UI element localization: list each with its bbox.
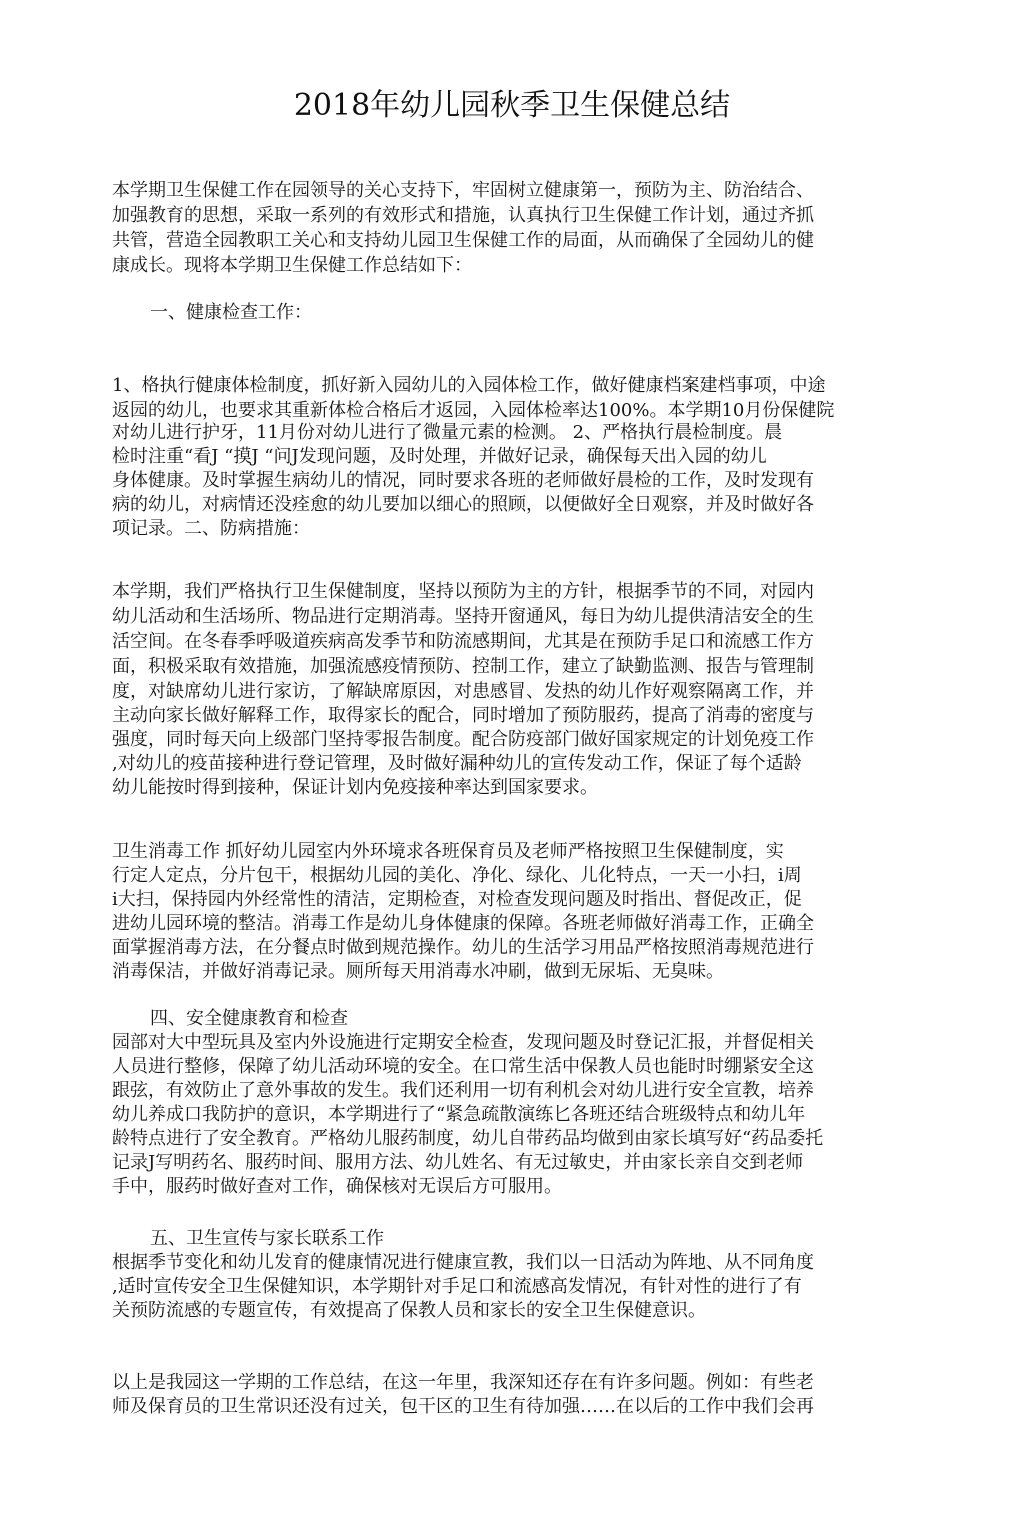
- heading-health-check: 一、健康检查工作：: [150, 302, 312, 323]
- section-3-line-6: 消毒保洁，并做好消毒记录。厕所每天用消毒水冲刷，做到无尿垢、无臭味。: [112, 961, 724, 982]
- conclusion-line-2: 师及保育员的卫生常识还没有过关，包干区的卫生有待加强……在以后的工作中我们会再: [112, 1396, 814, 1417]
- section-4-line-3: 跟弦，有效防止了意外事故的发生。我们还利用一切有利机会对幼儿进行安全宣教，培养: [112, 1080, 814, 1101]
- section-1-line-3: 对幼儿进行护牙，11月份对幼儿进行了微量元素的检测。 2、严格执行晨检制度。晨: [112, 422, 783, 443]
- section-1-line-5: 身体健康。及时掌握生病幼儿的情况，同时要求各班的老师做好晨检的工作，及时发现有: [112, 470, 814, 491]
- section-3-line-2: 行定人定点，分片包干，根据幼儿园的美化、净化、绿化、儿化特点，一天一小扫，i周: [112, 865, 802, 886]
- intro-line-3: 共管，营造全园教职工关心和支持幼儿园卫生保健工作的局面，从而确保了全园幼儿的健: [112, 230, 814, 251]
- section-4-line-1: 园部对大中型玩具及室内外设施进行定期安全检查，发现问题及时登记汇报，并督促相关: [112, 1032, 814, 1053]
- section-4-line-2: 人员进行整修，保障了幼儿活动环境的安全。在口常生活中保教人员也能时时绷紧安全这: [112, 1056, 814, 1077]
- section-2-line-3: 活空间。在冬春季呼吸道疾病高发季节和防流感期间，尤其是在预防手足口和流感工作方: [112, 631, 814, 652]
- section-3-line-4: 进幼儿园环境的整洁。消毒工作是幼儿身体健康的保障。各班老师做好消毒工作，正确全: [112, 913, 814, 934]
- section-2-line-2: 幼儿活动和生活场所、物品进行定期消毒。坚持开窗通风，每日为幼儿提供清洁安全的生: [112, 606, 814, 627]
- section-5-line-3: 关预防流感的专题宣传，有效提高了保教人员和家长的安全卫生保健意识。: [112, 1300, 706, 1321]
- section-4-line-7: 手中，服药时做好查对工作，确保核对无误后方可服用。: [112, 1176, 562, 1197]
- section-3-line-5: 面掌握消毒方法，在分餐点时做到规范操作。幼儿的生活学习用品严格按照消毒规范进行: [112, 937, 814, 958]
- section-2-line-8: ,对幼儿的疫苗接种进行登记管理，及时做好漏种幼儿的宣传发动工作，保证了每个适龄: [112, 753, 802, 774]
- section-1-line-4: 检时注重“看J “摸J “问J发现问题，及时处理，并做好记录，确保每天出入园的幼儿: [112, 446, 767, 467]
- section-1-line-1: 1、格执行健康体检制度，抓好新入园幼儿的入园体检工作，做好健康档案建档事项，中途: [112, 375, 826, 396]
- heading-safety-education: 四、安全健康教育和检查: [150, 1008, 348, 1029]
- section-2-line-5: 度，对缺席幼儿进行家访，了解缺席原因，对患感冒、发热的幼儿作好观察隔离工作，并: [112, 681, 814, 702]
- heading-health-promotion: 五、卫生宣传与家长联系工作: [150, 1228, 384, 1249]
- section-2-line-4: 面，积极采取有效措施，加强流感疫情预防、控制工作，建立了缺勤监测、报告与管理制: [112, 656, 814, 677]
- section-1-line-7: 项记录。二、防病措施：: [112, 518, 310, 539]
- section-4-line-6: 记录J写明药名、服药时间、服用方法、幼儿姓名、有无过敏史，并由家长亲自交到老师: [112, 1152, 804, 1173]
- intro-line-1: 本学期卫生保健工作在园领导的关心支持下，牢固树立健康第一，预防为主、防治结合、: [112, 180, 814, 201]
- section-4-line-5: 龄特点进行了安全教育。严格幼儿服药制度，幼儿自带药品均做到由家长填写好“药品委托: [112, 1128, 824, 1149]
- section-5-line-2: ,适时宣传安全卫生保健知识，本学期针对手足口和流感高发情况，有针对性的进行了有: [112, 1276, 802, 1297]
- section-1-line-6: 病的幼儿，对病情还没痊愈的幼儿要加以细心的照顾，以便做好全日观察，并及时做好各: [112, 494, 814, 515]
- section-2-line-9: 幼儿能按时得到接种，保证计划内免疫接种率达到国家要求。: [112, 777, 598, 798]
- section-2-line-7: 强度，同时每天向上级部门坚持零报告制度。配合防疫部门做好国家规定的计划免疫工作: [112, 729, 814, 750]
- document-title: 2018年幼儿园秋季卫生保健总结: [293, 88, 731, 123]
- section-2-line-1: 本学期，我们严格执行卫生保健制度，坚持以预防为主的方针，根据季节的不同，对园内: [112, 581, 814, 602]
- intro-line-4: 康成长。现将本学期卫生保健工作总结如下：: [112, 255, 472, 276]
- section-5-line-1: 根据季节变化和幼儿发育的健康情况进行健康宣教，我们以一日活动为阵地、从不同角度: [112, 1252, 814, 1273]
- conclusion-line-1: 以上是我园这一学期的工作总结，在这一年里，我深知还存在有许多问题。例如：有些老: [112, 1372, 814, 1393]
- section-1-line-2: 返园的幼儿，也要求其重新体检合格后才返园，入园体检率达100%。本学期10月份保健院: [112, 400, 835, 421]
- section-4-line-4: 幼儿养成口我防护的意识，本学期进行了“紧急疏散演练匕各班还结合班级特点和幼儿年: [112, 1104, 806, 1125]
- intro-line-2: 加强教育的思想，采取一系列的有效形式和措施，认真执行卫生保健工作计划，通过齐抓: [112, 205, 814, 226]
- section-2-line-6: 主动向家长做好解释工作，取得家长的配合，同时增加了预防服药，提高了消毒的密度与: [112, 705, 814, 726]
- section-3-line-3: i大扫，保持园内外经常性的清洁，定期检查，对检查发现问题及时指出、督促改正，促: [112, 889, 802, 910]
- section-3-line-1: 卫生消毒工作 抓好幼儿园室内外环境求各班保育员及老师严格按照卫生保健制度，实: [112, 841, 784, 862]
